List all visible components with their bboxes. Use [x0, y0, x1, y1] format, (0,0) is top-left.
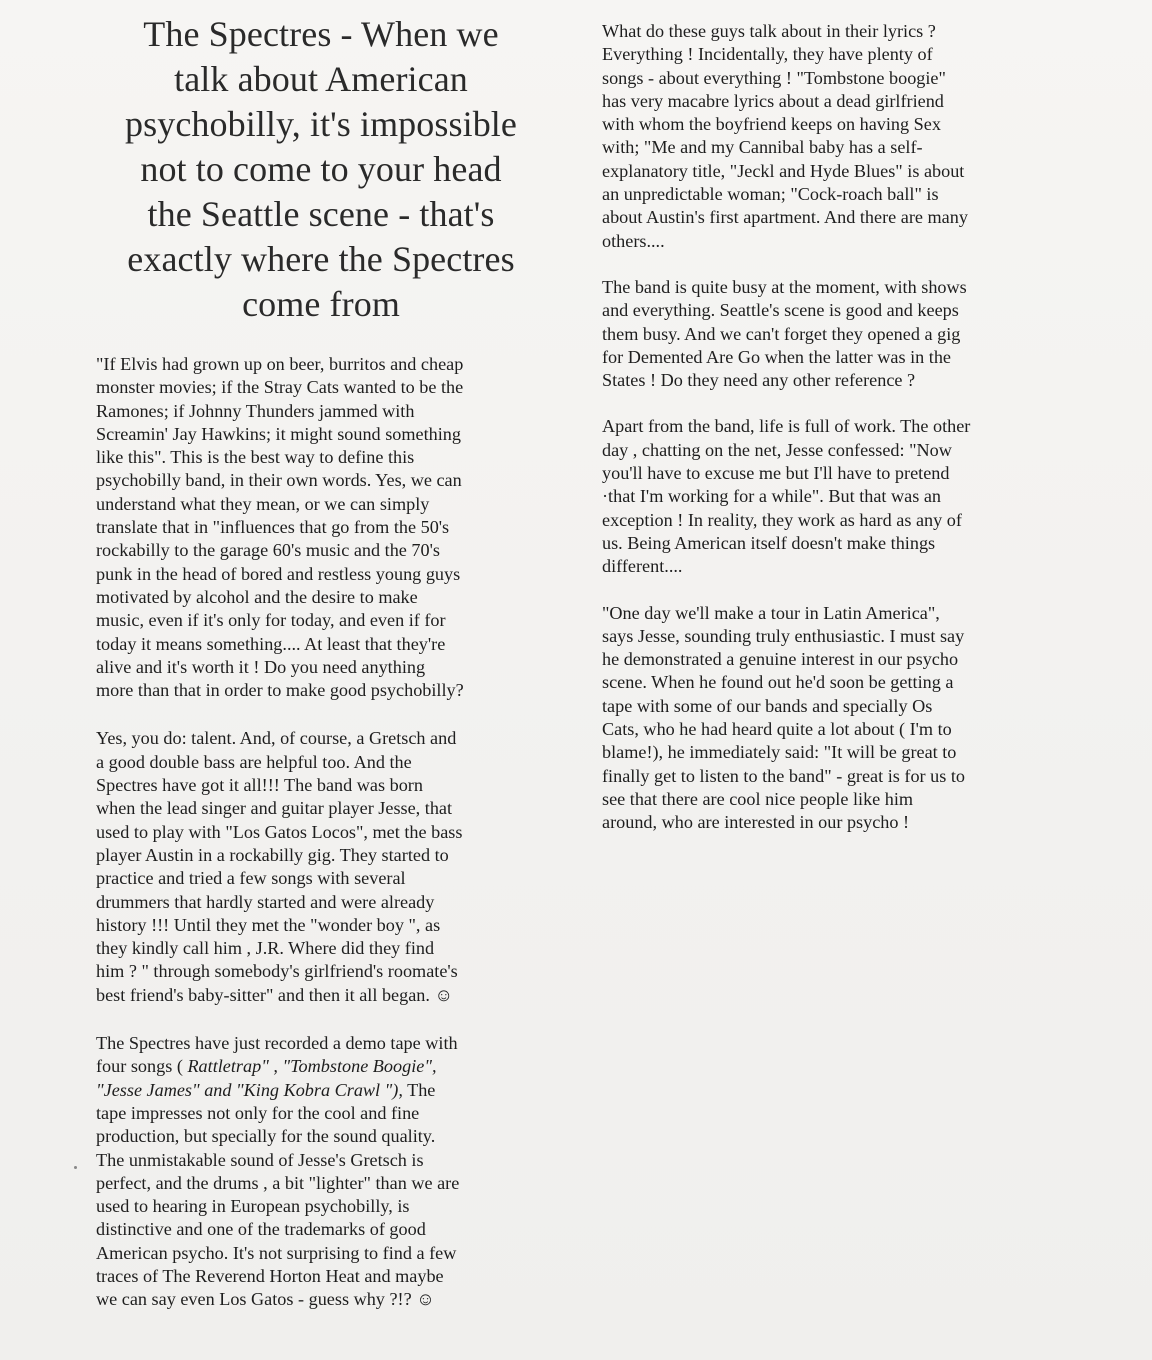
left-paragraph-2 — [96, 727, 546, 1007]
text-line: you'll have to excuse me but I'll have to pretend — [602, 463, 950, 484]
headline-line: not to come to your head — [140, 149, 502, 189]
headline-line: the Seattle scene - that's — [147, 194, 495, 234]
text-line: exception ! In reality, they work as hard as any of — [602, 509, 962, 530]
text-line: The unmistakable sound of Jesse's Gretsch is — [96, 1149, 424, 1170]
text-line: Cats, who he had heard quite a lot about ( I'm to — [602, 719, 952, 740]
text-fragment: four songs ( — [96, 1056, 188, 1077]
text-line: when the lead singer and guitar player Jesse, that — [96, 798, 453, 819]
text-line: "If Elvis had grown up on beer, burritos and cheap — [96, 354, 464, 374]
text-line: distinctive and one of the trademarks of good — [96, 1219, 426, 1240]
text-line: they kindly call him , J.R. Where did they find — [96, 938, 435, 959]
text-line: Yes, you do: talent. And, of course, a Gretsch and — [96, 728, 457, 749]
text-line: understand what they mean, or we can simply — [96, 493, 430, 514]
right-paragraph-2 — [602, 276, 1042, 392]
text-line: more than that in order to make good psychobilly? — [96, 680, 464, 701]
text-line: perfect, and the drums , a bit "lighter" than we are — [96, 1172, 460, 1193]
text-line: psychobilly band, in their own words. Yes, we can — [96, 470, 462, 491]
text-line: like this". This is the best way to define this — [96, 447, 415, 468]
headline-line: The Spectres - When we — [143, 14, 499, 54]
text-line: practice and tried a few songs with several — [96, 868, 406, 889]
text-line: with whom the boyfriend keeps on having Sex — [602, 114, 941, 135]
text-line: and everything. Seattle's scene is good and keeps — [602, 300, 959, 321]
text-line: rockabilly to the garage 60's music and the 70's — [96, 540, 440, 561]
text-line: States ! Do they need any other reference ? — [602, 370, 916, 391]
text-line: history !!! Until they met the "wonder boy ", as — [96, 914, 441, 935]
text-line: with; "Me and my Cannibal baby has a self- — [602, 137, 923, 158]
text-line: best friend's baby-sitter" and then it all began. ☺ — [96, 984, 454, 1005]
right-paragraph-3 — [602, 415, 1042, 578]
text-line: drummers that hardly started and were already — [96, 891, 435, 912]
text-line: around, who are interested in our psycho ! — [602, 812, 910, 833]
text-line: others.... — [602, 230, 665, 251]
song-titles: "Jesse James" and "King Kobra Crawl "), — [96, 1079, 403, 1100]
text-line: Screamin' Jay Hawkins; it might sound something — [96, 423, 461, 444]
text-line: Spectres have got it all!!! The band was born — [96, 775, 423, 796]
text-line: traces of The Reverend Horton Heat and maybe — [96, 1265, 444, 1286]
text-line: "One day we'll make a tour in Latin America", — [602, 602, 940, 623]
headline-line: come from — [242, 284, 400, 324]
text-line: us. Being American itself doesn't make things — [602, 532, 936, 553]
text-line: he demonstrated a genuine interest in our psycho — [602, 649, 959, 670]
text-line: used to play with "Los Gatos Locos", met the bass — [96, 821, 463, 842]
text-line: has very macabre lyrics about a dead girlfriend — [602, 90, 944, 111]
text-line: different.... — [602, 556, 683, 577]
text-line — [96, 1079, 546, 1102]
text-line: we can say even Los Gatos - guess why ?!? ☺ — [96, 1289, 435, 1310]
text-line: blame!), he immediately said: "It will be great to — [602, 742, 957, 763]
left-paragraph-1 — [96, 353, 546, 702]
text-line: tape with some of our bands and specially Os — [602, 695, 933, 716]
headline — [96, 12, 546, 327]
text-line: monster movies; if the Stray Cats wanted to be the — [96, 377, 464, 398]
text-line: Ramones; if Johnny Thunders jammed with — [96, 400, 415, 421]
text-line: about Austin's first apartment. And there are many — [602, 207, 968, 228]
headline-line: talk about American — [174, 59, 468, 99]
text-line: production, but specially for the sound quality. — [96, 1126, 436, 1147]
text-line: The band is quite busy at the moment, with shows — [602, 276, 967, 297]
text-line: player Austin in a rockabilly gig. They started to — [96, 844, 449, 865]
text-line: scene. When he found out he'd soon be getting a — [602, 672, 954, 693]
text-fragment: The — [402, 1079, 436, 1100]
text-line: alive and it's worth it ! Do you need anything — [96, 656, 426, 677]
left-paragraph-3 — [96, 1032, 546, 1312]
text-line: him ? " through somebody's girlfriend's roomate's — [96, 961, 458, 982]
text-line: American psycho. It's not surprising to find a few — [96, 1242, 457, 1263]
text-line: ·that I'm working for a while". But that was an — [602, 486, 942, 507]
text-line: What do these guys talk about in their lyrics ? — [602, 21, 936, 41]
text-line: them busy. And we can't forget they opened a gig — [602, 323, 961, 344]
text-line: an unpredictable woman; "Cock-roach ball" is — [602, 184, 939, 205]
text-line: Apart from the band, life is full of work. The other — [602, 416, 971, 437]
text-line: The Spectres have just recorded a demo tape with — [96, 1033, 458, 1054]
text-line: for Demented Are Go when the latter was in the — [602, 346, 951, 367]
headline-line: psychobilly, it's impossible — [125, 104, 517, 144]
text-line: used to hearing in European psychobilly, is — [96, 1196, 410, 1217]
text-line: says Jesse, sounding truly enthusiastic. I must say — [602, 625, 965, 646]
text-line: finally get to listen to the band" - great is for us to — [602, 765, 966, 786]
text-line: see that there are cool nice people like him — [602, 788, 914, 809]
text-line: today it means something.... At least that they're — [96, 633, 446, 654]
right-paragraph-4 — [602, 602, 1042, 835]
left-column — [96, 12, 546, 1337]
text-line: translate that in "influences that go from the 50's — [96, 517, 450, 538]
headline-line: exactly where the Spectres — [127, 239, 515, 279]
text-line: motivated by alcohol and the desire to make — [96, 586, 418, 607]
scan-speck — [74, 1166, 77, 1169]
right-paragraph-1 — [602, 20, 1042, 253]
text-line: tape impresses not only for the cool and fine — [96, 1102, 420, 1123]
text-line: day , chatting on the net, Jesse confessed: "Now — [602, 439, 952, 460]
text-line: songs - about everything ! "Tombstone boogie" — [602, 67, 946, 88]
text-line: punk in the head of bored and restless young guys — [96, 563, 461, 584]
text-line: music, even if it's only for today, and even if for — [96, 610, 446, 631]
text-line: a good double bass are helpful too. And the — [96, 751, 412, 772]
text-line: Everything ! Incidentally, they have plenty of — [602, 44, 933, 65]
text-line — [96, 1055, 546, 1078]
right-column — [602, 20, 1042, 858]
song-titles: Rattletrap" , "Tombstone Boogie", — [187, 1056, 437, 1077]
text-line: explanatory title, "Jeckl and Hyde Blues" is about — [602, 160, 965, 181]
